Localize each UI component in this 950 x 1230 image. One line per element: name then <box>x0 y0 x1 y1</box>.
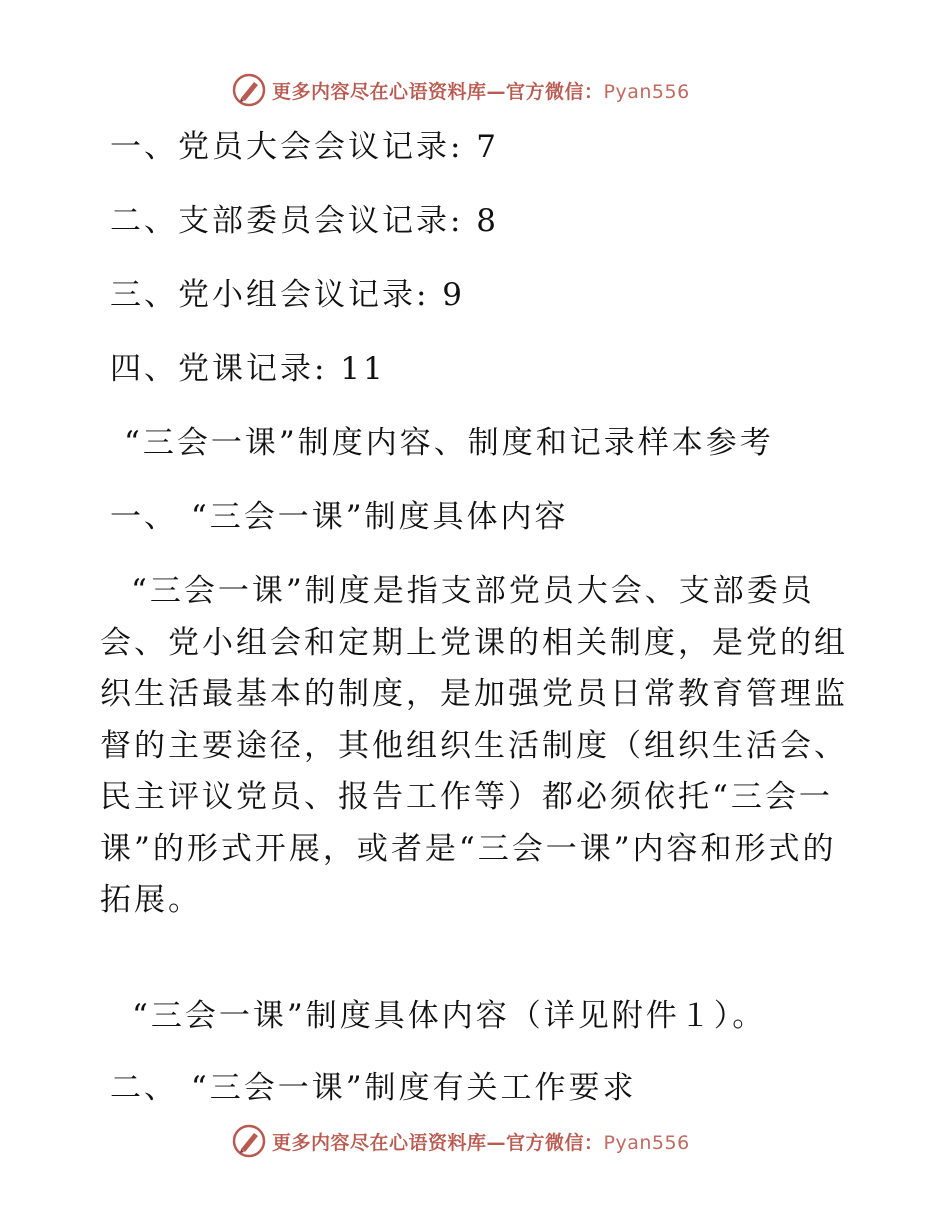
toc-item-3: 三、党小组会议记录: 9 <box>110 277 466 313</box>
footer-watermark <box>232 1121 690 1161</box>
section1-paragraph: “三会一课”制度是指支部党员大会、支部委员会、党小组会和定期上党课的相关制度，是党的组织生活最基本的制度，是加强党员日常教育管理监督的主要途径，其他组织生活制度（组织生活会、民主评议党员、报告工作等）都必须依托“三会一课”的形式开展，或者是“三会一课”内容和形式的拓展。 <box>100 573 848 918</box>
section1-reference: “三会一课”制度具体内容（详见附件１）。 <box>132 998 767 1034</box>
header-watermark <box>232 70 690 110</box>
document-title: “三会一课”制度内容、制度和记录样本参考 <box>124 425 774 461</box>
toc-item-2: 二、支部委员会议记录: 8 <box>110 203 500 239</box>
watermark-site-text: 更多内容尽在心语资料库—官方微信： <box>272 80 604 103</box>
pen-logo-icon <box>232 73 266 107</box>
section2-heading: 二、 “三会一课”制度有关工作要求 <box>110 1070 637 1106</box>
watermark-handle: Pyan556 <box>603 80 690 103</box>
toc-item-1: 一、党员大会会议记录: 7 <box>110 129 500 165</box>
section1-heading: 一、 “三会一课”制度具体内容 <box>110 499 569 535</box>
watermark-handle: Pyan556 <box>603 1131 690 1154</box>
pen-logo-icon <box>232 1124 266 1158</box>
toc-item-4: 四、党课记录: 11 <box>110 351 386 387</box>
watermark-site-text: 更多内容尽在心语资料库—官方微信： <box>272 1131 604 1154</box>
